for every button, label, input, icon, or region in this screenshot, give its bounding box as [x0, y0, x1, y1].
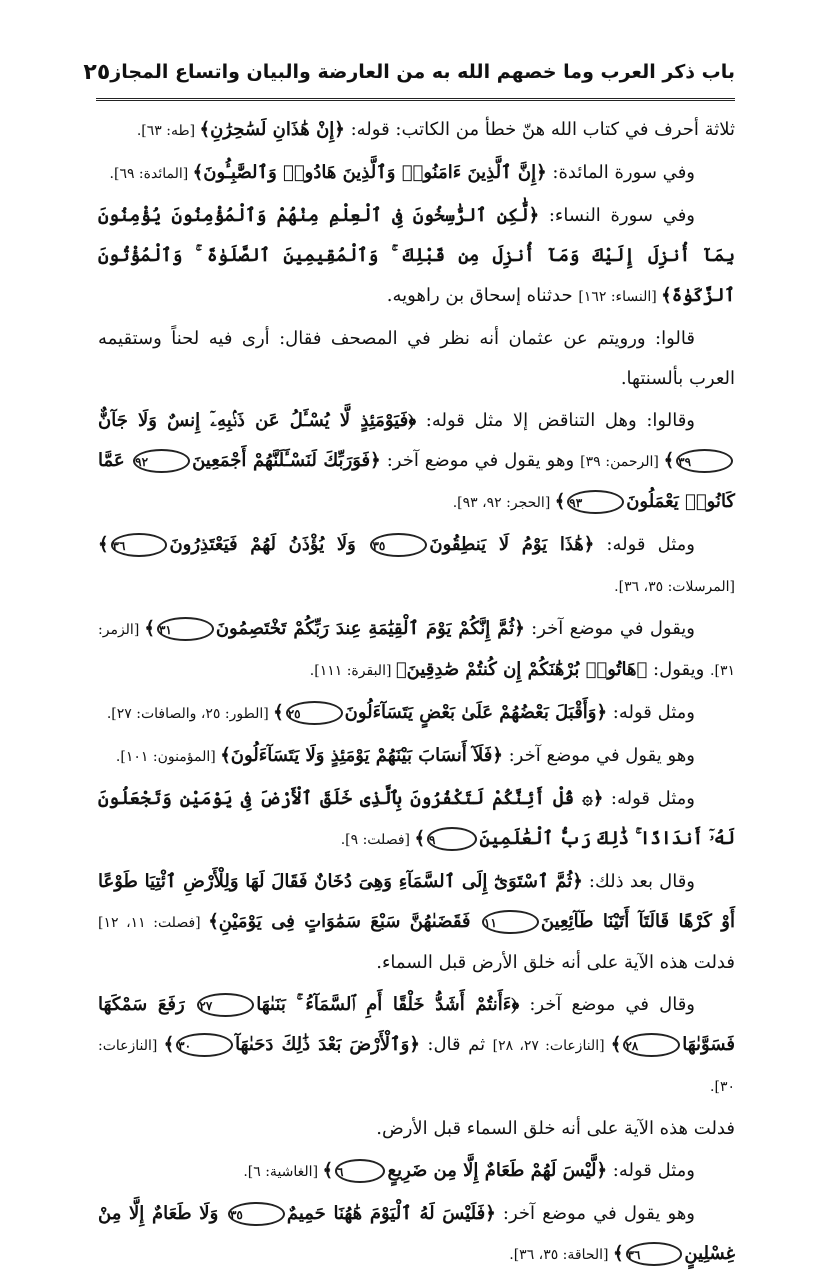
body-text-run: ومثل قوله:: [594, 534, 695, 555]
quran-verse: ﴾: [554, 491, 566, 512]
quran-verse: ﴾: [144, 618, 155, 639]
ayah-number-marker: ٣٦: [111, 533, 168, 557]
verse-reference: [فصلت: ١١، ١٢]: [98, 915, 209, 931]
quran-verse: ﴿هَٰذَا يَوْمُ لَا يَنطِقُونَ: [429, 534, 595, 555]
verse-reference: [الغاشية: ٦].: [243, 1164, 323, 1180]
quran-verse: ﴿فَيَوْمَئِذٍ لَّا يُسْـَٔلُ عَن ذَنۢبِهِۦٓ إِنسٌ وَلَا جَآنٌّ: [98, 410, 417, 431]
verse-reference: [طه: ٦٣].: [136, 123, 200, 139]
verse-reference: [الرحمن: ٣٩]: [580, 454, 664, 470]
paragraph: [98, 153, 735, 194]
body-text-run: وهو يقول في موضع آخر:: [495, 1203, 695, 1224]
quran-verse: ﴿إِنْ هَٰذَانِ لَسَٰحِرَٰنِ﴾: [199, 119, 345, 140]
paragraph: [98, 196, 735, 317]
quran-verse: ﴿وَأَقْبَلَ بَعْضُهُمْ عَلَىٰ بَعْضٍ يَتَسَآءَلُونَ: [344, 702, 608, 723]
ayah-number-marker: ٣١: [157, 617, 214, 641]
ayah-number-marker: ٣٠: [176, 1033, 233, 1057]
quran-verse: ﴾: [163, 1034, 175, 1055]
ayah-number-marker: ٩: [427, 827, 477, 851]
ayah-number-marker: ٩٣: [567, 490, 624, 514]
quran-verse: ﴾: [273, 702, 284, 723]
quran-verse: ﴿فَوَرَبِّكَ لَنَسْـَٔلَنَّهُمْ أَجْمَعِينَ: [192, 450, 381, 471]
verse-reference: [النازعات: ٣٠].: [98, 1038, 735, 1095]
quran-verse: عَمَّا كَانُوا۟ يَعْمَلُونَ: [98, 450, 735, 512]
paragraph: [98, 319, 735, 399]
ayah-number-marker: ٣٩: [676, 449, 733, 473]
quran-verse: ﴾: [98, 534, 109, 555]
paragraph: [98, 609, 735, 691]
page-number: ٢٥: [83, 59, 111, 85]
paragraph: [98, 736, 735, 777]
body-text-run: وفي سورة المائدة:: [546, 162, 695, 183]
paragraph: [98, 693, 735, 734]
verse-reference: [النساء: ١٦٢]: [578, 289, 662, 305]
quran-verse: ﴾: [610, 1034, 622, 1055]
paragraph: [98, 1151, 735, 1192]
quran-verse: ﴿لَّٰكِنِ ٱلرَّٰسِخُونَ فِى ٱلْعِلْمِ مِنْهُمْ وَٱلْمُؤْمِنُونَ يُؤْمِنُونَ بِمَآ أُنزِلَ إِلَيْكَ وَمَآ أُنزِلَ مِن قَبْلِكَ ۚ وَٱلْمُقِيمِينَ ٱلصَّلَوٰةَ ۚ وَٱلْمُؤْتُونَ ٱلزَّكَوٰةَ﴾: [98, 205, 735, 306]
paragraph: [98, 1109, 735, 1149]
paragraph: [98, 525, 735, 607]
body-text-run: ثلاثة أحرف في كتاب الله هنّ خطأ من الكاتب: قوله:: [344, 119, 735, 140]
ayah-number-marker: ٣٥: [370, 533, 427, 557]
body-text-run: ويقول:: [647, 659, 711, 680]
quran-verse: ﴿ءَأَنتُمْ أَشَدُّ خَلْقًا أَمِ ٱلسَّمَآءُ ۚ بَنَىٰهَا: [256, 994, 520, 1015]
quran-verse: رَفَعَ سَمْكَهَا فَسَوَّىٰهَا: [98, 994, 735, 1055]
paragraph: [98, 985, 735, 1107]
quran-verse: ﴿فَلَآ أَنسَابَ بَيْنَهُمْ يَوْمَئِذٍ وَلَا يَتَسَآءَلُونَ﴾: [220, 745, 503, 766]
quran-verse: ﴾: [663, 450, 675, 471]
verse-reference: [المؤمنون: ١٠١].: [115, 749, 221, 765]
body-text-run: ثم قال:: [419, 1034, 493, 1055]
body-text: [98, 110, 735, 1277]
body-text-run: فدلت هذه الآية على أنه خلق السماء قبل الأرض.: [376, 1118, 735, 1139]
body-text-run: وهو يقول في موضع آخر:: [380, 450, 581, 471]
header-rule: [96, 98, 735, 101]
verse-reference: [الحاقة: ٣٥، ٣٦].: [509, 1247, 613, 1263]
verse-reference: [الحجر: ٩٢، ٩٣].: [452, 495, 555, 511]
quran-verse: ﴾: [414, 828, 425, 849]
quran-verse: ﴿لَّيْسَ لَهُمْ طَعَامٌ إِلَّا مِن ضَرِيعٍ: [387, 1160, 608, 1181]
quran-verse: وَلَا يُؤْذَنُ لَهُمْ فَيَعْتَذِرُونَ: [169, 534, 369, 555]
body-text-run: فدلت هذه الآية على أنه خلق الأرض قبل السماء.: [376, 952, 735, 973]
body-text-run: قالوا: ورويتم عن عثمان أنه نظر في المصحف فقال: أرى فيه لحناً وستقيمه العرب بألسنتها.: [98, 328, 735, 389]
body-text-run: وقال في موضع آخر:: [519, 994, 695, 1015]
quran-verse: ﴿إِنَّ ٱلَّذِينَ ءَامَنُوا۟ وَٱلَّذِينَ هَادُوا۟ وَٱلصَّٰبِـُٔونَ﴾: [192, 162, 547, 183]
body-text-run: ويقول في موضع آخر:: [524, 618, 696, 639]
verse-reference: [النازعات: ٢٧، ٢٨]: [492, 1038, 611, 1054]
paragraph: [98, 401, 735, 523]
body-text-run: وقالوا: وهل التناقض إلا مثل قوله:: [416, 410, 695, 431]
quran-verse: فَقَضَىٰهُنَّ سَبْعَ سَمَٰوَاتٍ فِى يَوْمَيْنِ﴾: [208, 911, 480, 932]
quran-verse: ﴿ثُمَّ ٱسْتَوَىٰٓ إِلَى ٱلسَّمَآءِ وَهِىَ دُخَانٌ فَقَالَ لَهَا وَلِلْأَرْضِ ٱئْتِيَا طَوْعًا أَوْ كَرْهًا قَالَتَآ أَتَيْنَا طَآئِعِينَ: [98, 871, 735, 932]
verse-reference: [الطور: ٢٥، والصافات: ٢٧].: [106, 706, 274, 722]
ayah-number-marker: ٢٨: [623, 1033, 680, 1057]
verse-reference: [الزمر: ٣١].: [98, 622, 735, 679]
ayah-number-marker: ٣٦: [626, 1242, 683, 1266]
quran-verse: وَلَا طَعَامٌ إِلَّا مِنْ غِسْلِينٍ: [98, 1203, 735, 1264]
ayah-number-marker: ١١: [482, 910, 539, 934]
verse-reference: [المائدة: ٦٩].: [109, 166, 193, 182]
quran-verse: ﴾: [612, 1243, 624, 1264]
body-text-run: وقال بعد ذلك:: [582, 871, 695, 892]
quran-verse: ﴿هَاتُوا۟ بُرْهَٰنَكُمْ إِن كُنتُمْ صَٰدِقِينَ﴾: [395, 659, 648, 680]
paragraph: [98, 862, 735, 983]
ayah-number-marker: ٦: [335, 1159, 385, 1183]
ayah-number-marker: ٢٧: [197, 993, 254, 1017]
quran-verse: ﴿فَلَيْسَ لَهُ ٱلْيَوْمَ هَٰهُنَا حَمِيمٌ: [286, 1203, 496, 1224]
paragraph: [98, 1194, 735, 1275]
quran-verse: ﴿ثُمَّ إِنَّكُمْ يَوْمَ ٱلْقِيَٰمَةِ عِندَ رَبِّكُمْ تَخْتَصِمُونَ: [215, 618, 525, 639]
quran-verse: ﴾: [322, 1160, 334, 1181]
paragraph: [98, 779, 735, 860]
body-text-run: وهو يقول في موضع آخر:: [502, 745, 695, 766]
body-text-run: ومثل قوله:: [607, 702, 695, 723]
quran-verse: ﴿۞ قُلْ أَئِنَّكُمْ لَتَكْفُرُونَ بِٱلَّذِى خَلَقَ ٱلْأَرْضَ فِى يَوْمَيْنِ وَتَجْعَلُونَ لَهُۥٓ أَندَادًا ۚ ذَٰلِكَ رَبُّ ٱلْعَٰلَمِينَ: [98, 788, 735, 849]
body-text-run: ومثل قوله:: [603, 788, 695, 809]
ayah-number-marker: ٢٥: [286, 701, 343, 725]
body-text-run: وفي سورة النساء:: [539, 205, 695, 226]
ayah-number-marker: ٩٢: [133, 449, 190, 473]
body-text-run: ومثل قوله:: [607, 1160, 695, 1181]
verse-reference: [فصلت: ٩].: [340, 832, 415, 848]
page-header: [83, 52, 735, 92]
body-text-run: حدثناه إسحاق بن راهويه.: [386, 285, 579, 306]
verse-reference: [المرسلات: ٣٥، ٣٦].: [614, 579, 735, 595]
quran-verse: ﴿وَٱلْأَرْضَ بَعْدَ ذَٰلِكَ دَحَىٰهَآ: [235, 1034, 420, 1055]
ayah-number-marker: ٣٥: [228, 1202, 285, 1226]
verse-reference: [البقرة: ١١١].: [309, 663, 396, 679]
running-title: باب ذكر العرب وما خصهم الله به من العارضة والبيان واتساع المجاز: [110, 61, 735, 83]
paragraph: [98, 110, 735, 151]
